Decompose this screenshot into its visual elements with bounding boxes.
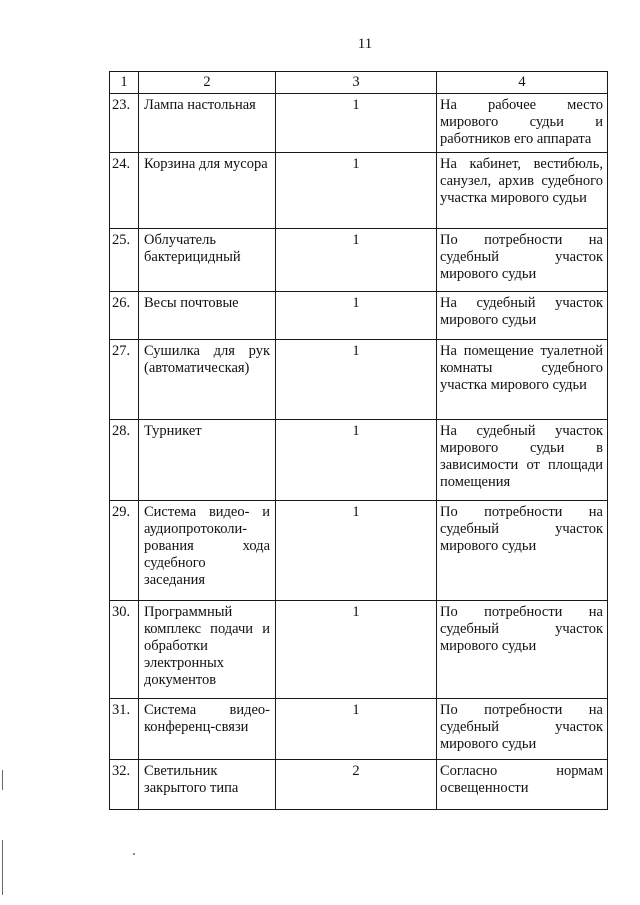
table-row [110, 292, 608, 340]
quantity-cell: 1 [276, 420, 437, 501]
item-name-cell: Сушилка для рук (автоматическая) [139, 340, 276, 420]
scan-artifact-line [2, 840, 3, 895]
quantity-cell: 1 [276, 94, 437, 153]
item-name-cell: Весы почтовые [139, 292, 276, 340]
equipment-table [109, 71, 608, 810]
placement-cell: На судебный участок мирового судьи [437, 292, 608, 340]
table-header-row [110, 72, 608, 94]
row-number-cell: 31. [110, 699, 139, 760]
header-cell-col-1: 1 [110, 72, 139, 94]
table-row [110, 501, 608, 601]
item-name-cell: Лампа настольная [139, 94, 276, 153]
item-name-cell: Программный комплекс подачи и обработки электронных документов [139, 601, 276, 699]
row-number-cell: 28. [110, 420, 139, 501]
item-name-cell: Облучатель бактерицидный [139, 229, 276, 292]
placement-cell: На кабинет, вестибюль, санузел, архив судебного участка мирового судьи [437, 153, 608, 229]
item-name-cell: Система видео- и аудиопротоколи-рования хода судебного заседания [139, 501, 276, 601]
row-number-cell: 27. [110, 340, 139, 420]
header-cell-col-3: 3 [276, 72, 437, 94]
table-row [110, 94, 608, 153]
item-name-cell: Корзина для мусора [139, 153, 276, 229]
table-row [110, 760, 608, 810]
quantity-cell: 1 [276, 292, 437, 340]
table-row [110, 153, 608, 229]
page-number: 11 [357, 36, 373, 52]
table-row [110, 699, 608, 760]
placement-cell: По потребности на судебный участок мирового судьи [437, 229, 608, 292]
row-number-cell: 26. [110, 292, 139, 340]
quantity-cell: 1 [276, 229, 437, 292]
quantity-cell: 1 [276, 153, 437, 229]
quantity-cell: 1 [276, 699, 437, 760]
placement-cell: На помещение туалетной комнаты судебного участка мирового судьи [437, 340, 608, 420]
row-number-cell: 23. [110, 94, 139, 153]
item-name-cell: Турникет [139, 420, 276, 501]
row-number-cell: 30. [110, 601, 139, 699]
quantity-cell: 1 [276, 340, 437, 420]
placement-cell: По потребности на судебный участок мирового судьи [437, 501, 608, 601]
quantity-cell: 1 [276, 501, 437, 601]
header-cell-col-4: 4 [437, 72, 608, 94]
row-number-cell: 32. [110, 760, 139, 810]
row-number-cell: 25. [110, 229, 139, 292]
item-name-cell: Светильник закрытого типа [139, 760, 276, 810]
row-number-cell: 29. [110, 501, 139, 601]
placement-cell: По потребности на судебный участок мирового судьи [437, 699, 608, 760]
placement-cell: Согласно нормам освещенности [437, 760, 608, 810]
quantity-cell: 1 [276, 601, 437, 699]
quantity-cell: 2 [276, 760, 437, 810]
table-row [110, 601, 608, 699]
placement-cell: На судебный участок мирового судьи в зависимости от площади помещения [437, 420, 608, 501]
table-row [110, 229, 608, 292]
table-row [110, 340, 608, 420]
row-number-cell: 24. [110, 153, 139, 229]
scan-artifact-line [2, 770, 3, 790]
placement-cell: На рабочее место мирового судьи и работников его аппарата [437, 94, 608, 153]
table-row [110, 420, 608, 501]
header-cell-col-2: 2 [139, 72, 276, 94]
placement-cell: По потребности на судебный участок мирового судьи [437, 601, 608, 699]
scan-artifact-dot [133, 853, 135, 855]
item-name-cell: Система видео-конференц-связи [139, 699, 276, 760]
